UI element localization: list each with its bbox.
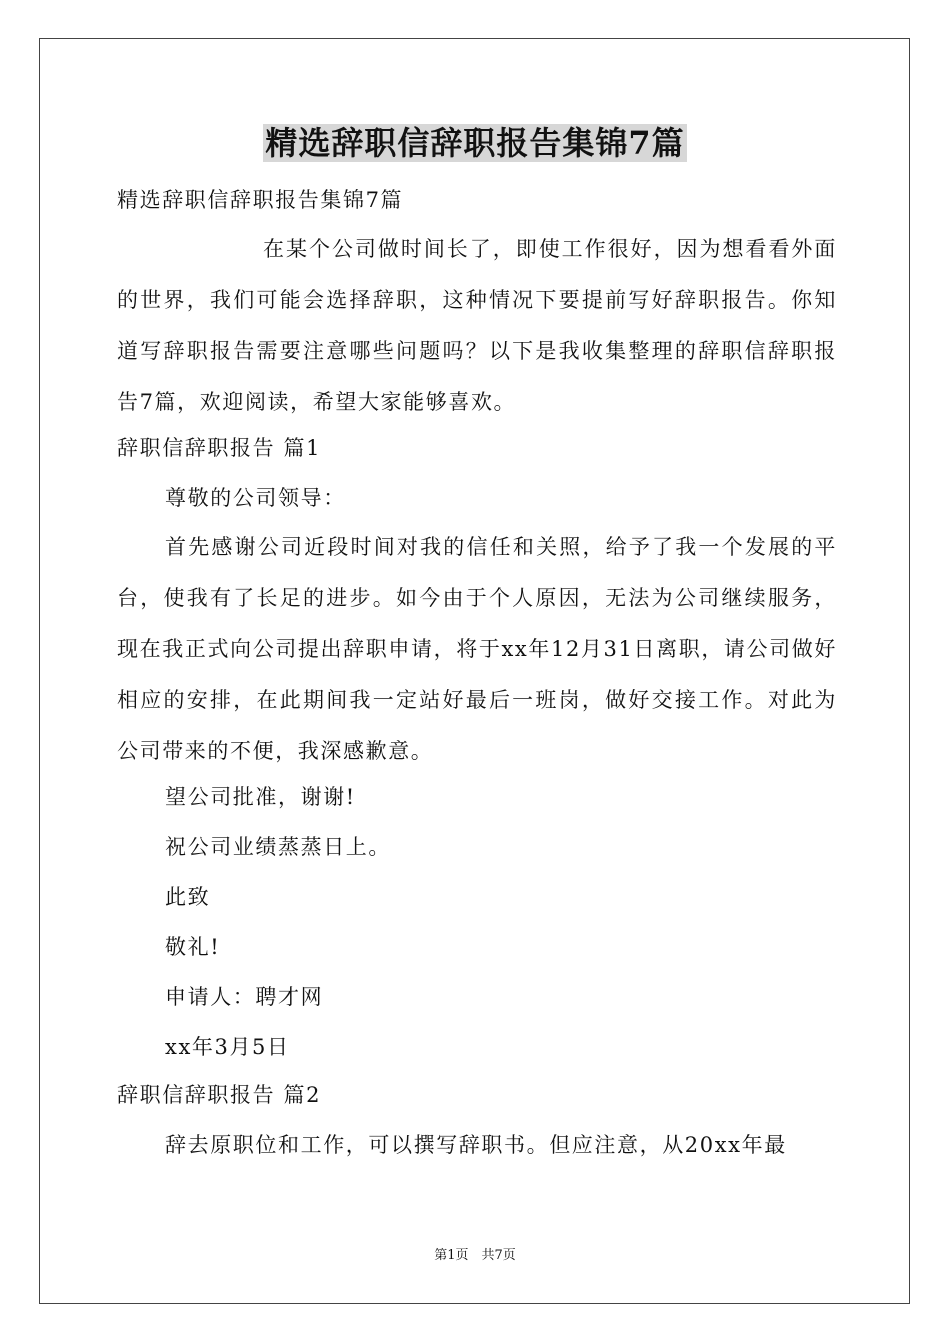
section1-date: xx年3月5日 [165,1035,290,1059]
section1-closing-2: 敬礼! [165,935,221,959]
section2-body: 辞去原职位和工作，可以撰写辞职书。但应注意，从20xx年最 [165,1133,787,1157]
section1-wish: 祝公司业绩蒸蒸日上。 [165,835,391,859]
page-footer: 第1页 共7页 [434,1248,516,1263]
section1-request: 望公司批准，谢谢! [165,785,356,809]
section1-heading: 辞职信辞职报告 篇1 [117,436,322,460]
intro-paragraph: 在某个公司做时间长了，即使工作很好，因为想看看外面的世界，我们可能会选择辞职，这种情况下要提前写好辞职报告。你知道写辞职报告需要注意哪些问题吗？以下是我收集整理的辞职信辞职报告7篇，欢迎阅读，希望大家能够喜欢。 [117,237,837,414]
section1-closing-1: 此致 [165,885,211,909]
section1-salutation: 尊敬的公司领导： [165,486,346,510]
section2-heading: 辞职信辞职报告 篇2 [117,1083,322,1107]
section1-body: 首先感谢公司近段时间对我的信任和关照，给予了我一个发展的平台，使我有了长足的进步。如今由于个人原因，无法为公司继续服务，现在我正式向公司提出辞职申请，将于xx年12月31日离职，请公司做好相应的安排，在此期间我一定站好最后一班岗，做好交接工作。对此为公司带来的不便，我深感歉意。 [117,535,837,763]
section1-applicant: 申请人：聘才网 [165,985,324,1009]
document-title [0,121,950,165]
document-subtitle: 精选辞职信辞职报告集锦7篇 [117,188,404,212]
document-title-text: 精选辞职信辞职报告集锦7篇 [265,124,685,162]
